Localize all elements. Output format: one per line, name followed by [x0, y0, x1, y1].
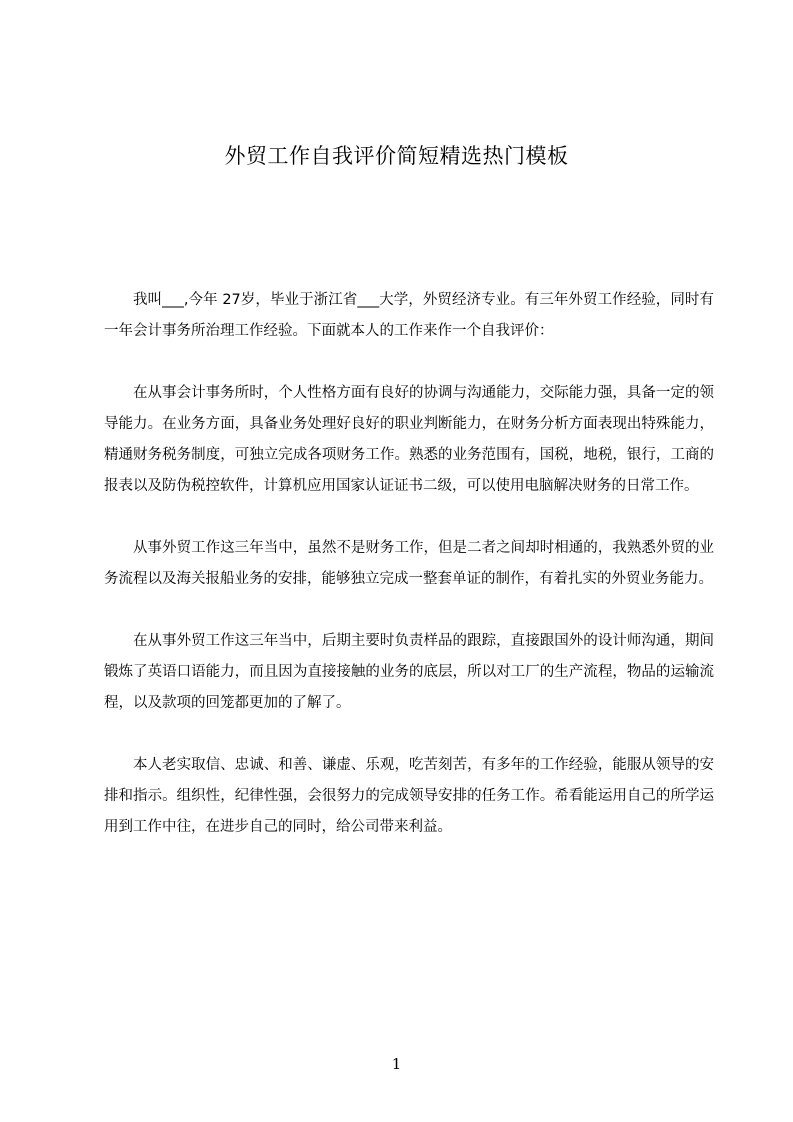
document-body [104, 285, 714, 874]
paragraph-personal-qualities: 本人老实取信、忠诚、和善、谦虚、乐观，吃苦刻苦，有多年的工作经验，能服从领导的安排和指示。组织性，纪律性强，会很努力的完成领导安排的任务工作。希看能运用自己的所学运用到工作中往，在进步自己的同时，给公司带来利益。 [104, 757, 714, 835]
page-number: 1 [391, 1055, 402, 1073]
paragraph-sample-tracking: 在从事外贸工作这三年当中，后期主要时负责样品的跟踪，直接跟国外的设计师沟通，期间锻炼了英语口语能力，而且因为直接接触的业务的底层，所以对工厂的生产流程，物品的运输流程，以及款项的回笼都更加的了解了。 [104, 633, 714, 711]
document-title: 外贸工作自我评价简短精选热门模板 [224, 144, 569, 168]
paragraph-accounting-experience: 在从事会计事务所时，个人性格方面有良好的协调与沟通能力，交际能力强，具备一定的领导能力。在业务方面，具备业务处理好良好的职业判断能力，在财务分析方面表现出特殊能力，精通财务税务制度，可独立完成各项财务工作。熟悉的业务范围有，国税，地税，银行，工商的报表以及防伪税控软件，计算机应用国家认证证书二级，可以使用电脑解决财务的日常工作。 [104, 385, 714, 494]
paragraph-trade-experience: 从事外贸工作这三年当中，虽然不是财务工作，但是二者之间却时相通的，我熟悉外贸的业务流程以及海关报船业务的安排，能够独立完成一整套单证的制作，有着扎实的外贸业务能力。 [104, 540, 714, 587]
paragraph-introduction: 我叫___,今年 27岁，毕业于浙江省___大学，外贸经济专业。有三年外贸工作经验，同时有一年会计事务所治理工作经验。下面就本人的工作来作一个自我评价： [104, 292, 714, 339]
